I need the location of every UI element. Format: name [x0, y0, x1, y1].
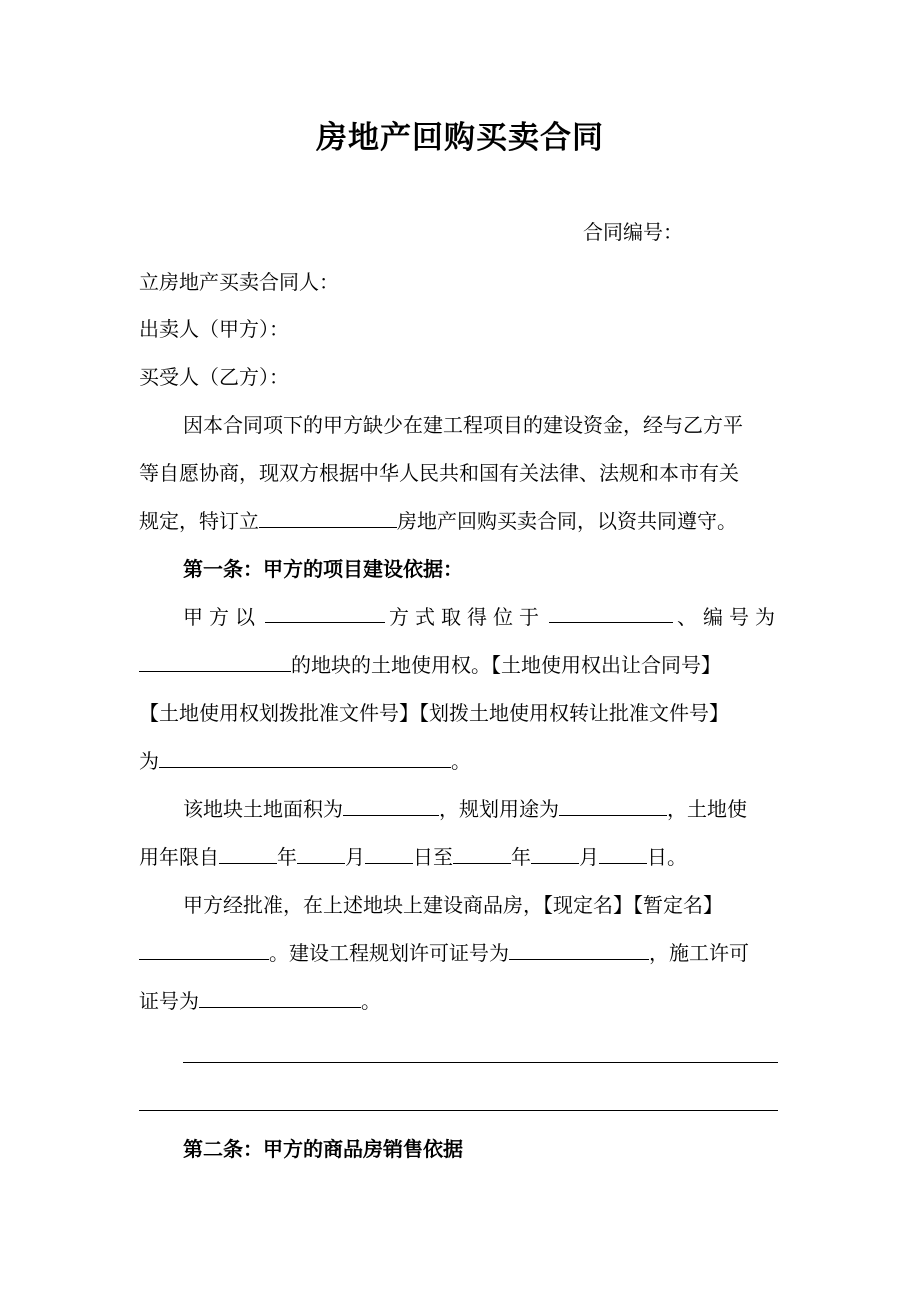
blank-line-2 — [139, 1110, 778, 1111]
month-label: 月 — [345, 845, 365, 869]
planning-permit-blank — [509, 939, 649, 960]
article-1-line-3: 【土地使用权划拨批准文件号】【划拨土地使用权转让批准文件号】 — [139, 701, 729, 725]
land-area-blank — [343, 795, 439, 816]
preamble-line-1: 因本合同项下的甲方缺少在建工程项目的建设资金，经与乙方平 — [183, 413, 743, 437]
month-label: 月 — [579, 845, 599, 869]
permit-number-label: 证号为 — [139, 989, 199, 1013]
land-use-term-label: ，土地使 — [667, 797, 747, 821]
start-day-blank — [365, 843, 413, 864]
preamble-line-2: 等自愿协商，现双方根据中华人民共和国有关法律、法规和本市有关 — [139, 461, 739, 485]
term-start-label: 用年限自 — [139, 845, 219, 869]
period-mark: 。 — [361, 989, 381, 1013]
planned-use-label: ，规划用途为 — [439, 797, 559, 821]
article-1-line-4 — [139, 746, 781, 776]
article-1-line-2 — [139, 650, 781, 680]
end-year-blank — [453, 843, 511, 864]
day-label: 日。 — [647, 845, 687, 869]
land-area-label: 该地块土地面积为 — [183, 797, 343, 821]
planned-use-blank — [559, 795, 667, 816]
contract-name-blank — [259, 507, 397, 528]
project-name-blank — [139, 939, 269, 960]
start-year-blank — [219, 843, 277, 864]
blank-line-1 — [183, 1062, 778, 1063]
document-number-label: 为 — [139, 749, 159, 773]
land-use-right-text: 的地块的土地使用权。【土地使用权出让合同号】 — [291, 653, 721, 677]
year-label: 年 — [277, 845, 297, 869]
parties-intro: 立房地产买卖合同人： — [139, 270, 339, 294]
article-1-line-8 — [139, 938, 781, 968]
document-title: 房地产回购买卖合同 — [316, 120, 604, 156]
article-2-heading: 第二条：甲方的商品房销售依据 — [183, 1137, 463, 1161]
preamble-text-post: 房地产回购买卖合同，以资共同遵守。 — [397, 509, 737, 533]
preamble-line-3 — [139, 506, 781, 536]
seller-label: 出卖人（甲方）： — [139, 317, 289, 341]
year-label: 年 — [511, 845, 531, 869]
buyer-label: 买受人（乙方）： — [139, 365, 289, 389]
construction-permit-label: ，施工许可 — [649, 941, 749, 965]
parcel-number-label: 、编号为 — [677, 605, 781, 629]
parcel-number-blank — [139, 651, 291, 672]
article-1-line-9 — [139, 986, 781, 1016]
acquire-method-label: 甲方以 — [183, 605, 261, 629]
contract-number-label: 合同编号： — [583, 220, 683, 244]
article-1-line-7: 甲方经批准，在上述地块上建设商品房，【现定名】【暂定名】 — [183, 893, 723, 917]
location-blank — [549, 602, 673, 623]
document-number-blank — [159, 747, 451, 768]
planning-permit-label: 。建设工程规划许可证号为 — [269, 941, 509, 965]
preamble-text-pre: 规定，特订立 — [139, 509, 259, 533]
article-1-heading: 第一条：甲方的项目建设依据： — [183, 557, 463, 581]
acquire-method-blank — [265, 602, 385, 623]
article-1-line-5 — [183, 794, 781, 824]
end-month-blank — [531, 843, 579, 864]
permit-number-blank — [199, 987, 361, 1008]
end-day-blank — [599, 843, 647, 864]
article-1-line-6 — [139, 842, 781, 872]
location-label: 方式取得位于 — [389, 605, 545, 629]
day-to-label: 日至 — [413, 845, 453, 869]
period-mark: 。 — [451, 749, 471, 773]
start-month-blank — [297, 843, 345, 864]
article-1-line-1 — [183, 602, 781, 632]
